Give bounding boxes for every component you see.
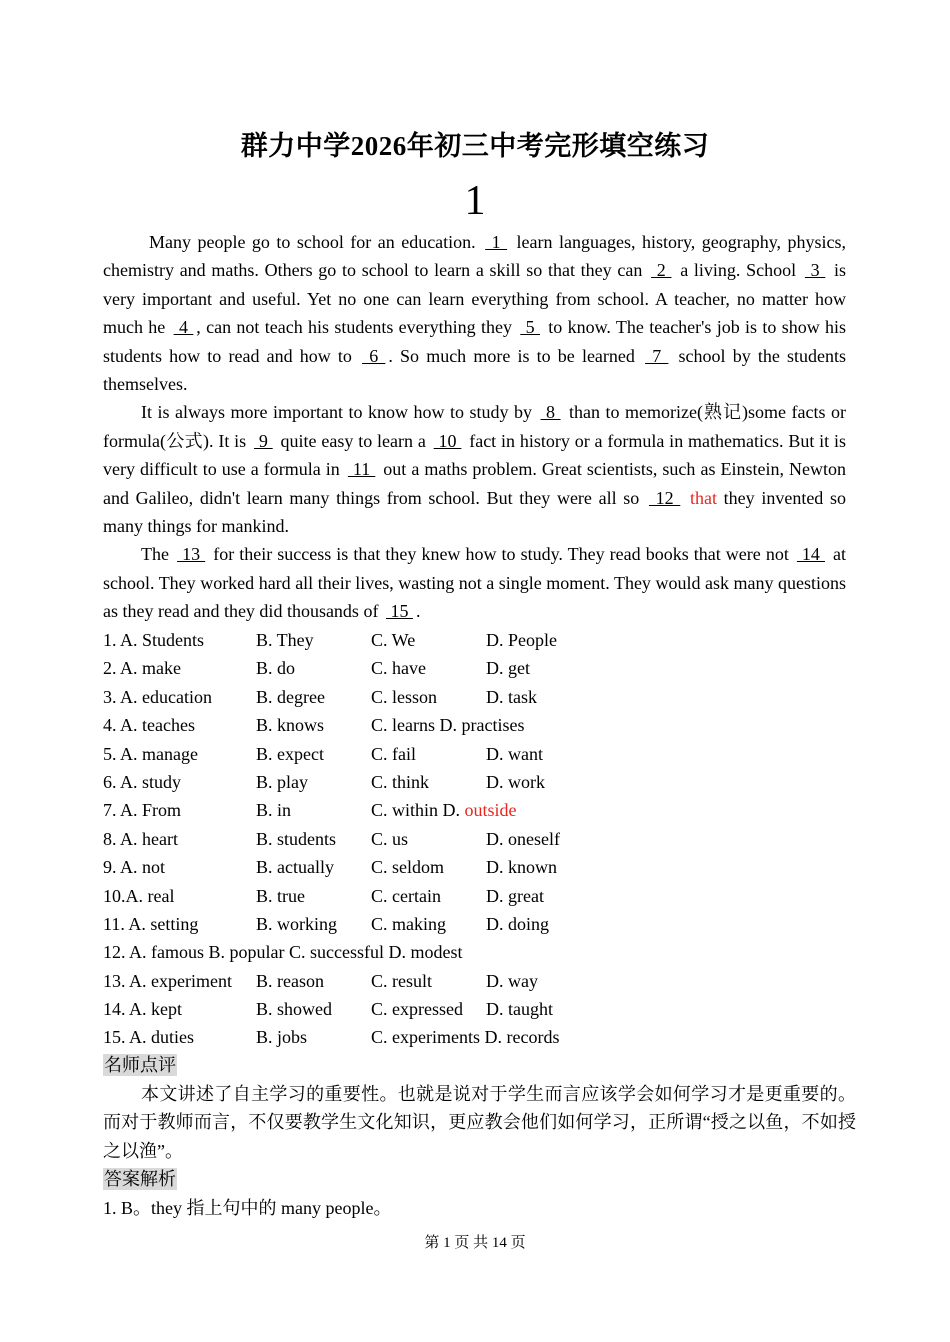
comment-label: 名师点评 — [104, 1055, 176, 1075]
option-choice: C. learns D. practises — [371, 715, 525, 736]
option-choice: D. way — [486, 970, 538, 991]
passage-text: is very important and useful. Yet no one can learn everything from school. A teacher, no matter how much he — [103, 260, 847, 338]
option-choice: D. work — [486, 771, 545, 792]
option-choice: B. jobs — [256, 1027, 308, 1048]
option-choice: D. People — [486, 630, 557, 650]
blank-7: 7 — [645, 345, 669, 366]
blank-3: 3 — [804, 260, 826, 281]
passage-paragraph-2 — [103, 398, 846, 540]
option-choice: C. certain — [371, 885, 441, 906]
passage-text: they invented so many things for mankind. — [103, 487, 846, 537]
passage-text: It is always more important to know how to study by — [141, 402, 538, 423]
blank-2: 2 — [651, 260, 672, 281]
option-choice: 13. A. experiment — [103, 970, 232, 991]
option-choice: B. expect — [256, 743, 324, 764]
blank-12: 12 — [648, 487, 681, 508]
option-row-9 — [103, 853, 846, 881]
option-row-2 — [103, 654, 846, 682]
option-choice: D. doing — [486, 913, 549, 934]
option-choice: B. true — [256, 885, 305, 906]
option-choice: C. lesson — [371, 686, 438, 707]
passage-text: school by the students themselves. — [103, 345, 846, 395]
option-row-11 — [103, 910, 846, 938]
option-row-13 — [103, 967, 846, 995]
option-row-8 — [103, 825, 846, 853]
passage-text: than to memorize(熟记)some facts or formula(公式). It is — [103, 402, 847, 451]
option-choice: 3. A. education — [103, 686, 212, 707]
option-choice: 12. A. famous B. popular C. successful D. modest — [103, 942, 463, 963]
page-footer: 第 1 页 共 14 页 — [424, 1235, 526, 1251]
option-choice: B. reason — [256, 970, 324, 991]
passage-number: 1 — [464, 178, 486, 224]
option-choice: B. working — [256, 913, 337, 934]
option-choice: C. making — [371, 913, 446, 934]
option-choice: D. great — [486, 885, 544, 906]
passage-text: learn languages, history, geography, physics, chemistry and maths. Others go to school to learn a skill so that they can — [103, 232, 847, 281]
passage-text: fact in history or a formula in mathematics. But it is very difficult to use a formula in — [103, 430, 847, 480]
option-choice: D. want — [486, 743, 543, 764]
option-row-5 — [103, 740, 846, 768]
option-choice: 5. A. manage — [103, 743, 198, 764]
passage-text: . — [415, 601, 421, 622]
option-choice: B. actually — [256, 857, 334, 878]
blank-14: 14 — [796, 544, 825, 565]
option-choice: 7. A. From — [103, 800, 182, 821]
option-choice: D. known — [486, 857, 557, 878]
option-choice: B. in — [256, 800, 292, 821]
blank-4: 4 — [173, 317, 194, 338]
option-choice: 6. A. study — [103, 771, 182, 792]
option-choice: 15. A. duties — [103, 1027, 195, 1048]
option-choice: C. think — [371, 771, 430, 792]
option-choice: C. us — [371, 828, 409, 849]
option-choice: C. We — [371, 630, 416, 650]
option-choice: B. play — [256, 771, 308, 792]
option-row-14 — [103, 995, 846, 1023]
option-choice: C. expressed — [371, 999, 463, 1020]
blank-9: 9 — [254, 430, 273, 451]
option-choice: B. students — [256, 828, 337, 849]
option-row-6 — [103, 768, 846, 796]
blank-8: 8 — [540, 402, 561, 423]
passage-text: , can not teach his students everything they — [196, 317, 518, 338]
passage-paragraph-3 — [103, 540, 846, 625]
option-row-7 — [103, 796, 846, 824]
option-choice: B. showed — [256, 999, 332, 1020]
option-choice: D. get — [486, 658, 530, 679]
blank-6: 6 — [362, 345, 386, 366]
comment-text: 本文讲述了自主学习的重要性。也就是说对于学生而言应该学会如何学习才是更重要的。而对于教师而言，不仅要教学生文化知识，更应教会他们如何学习，正所谓“授之以鱼，不如授之以渔”。 — [103, 1084, 856, 1161]
blank-1: 1 — [485, 232, 508, 252]
passage-text: Many people go to school for an education. — [149, 232, 483, 252]
option-row-10 — [103, 882, 846, 910]
passage-text: The — [141, 544, 175, 565]
option-choice: C. result — [371, 970, 432, 991]
option-choice: 11. A. setting — [103, 913, 199, 934]
option-choice: D. task — [486, 686, 537, 707]
option-choice: D. taught — [486, 999, 553, 1020]
option-choice: C. experiments D. records — [371, 1027, 560, 1048]
passage-text: for their success is that they knew how to study. They read books that were not — [208, 544, 794, 565]
passage-text: quite easy to learn a — [275, 430, 431, 451]
passage-text: . So much more is to be learned — [388, 345, 643, 366]
option-row-12 — [103, 938, 846, 966]
passage-paragraph-1 — [103, 228, 846, 398]
option-choice: B. They — [256, 630, 314, 650]
blank-10: 10 — [433, 430, 462, 451]
option-choice: C. within D. outside — [371, 800, 517, 821]
option-row-15 — [103, 1023, 846, 1051]
teacher-comment — [103, 1080, 856, 1165]
page-title: 群力中学2026年初三中考完形填空练习 — [240, 131, 710, 161]
option-row-4 — [103, 711, 846, 739]
highlighted-word: outside — [464, 800, 517, 821]
option-choice: 1. A. Students — [103, 630, 205, 650]
answer-label: 答案解析 — [104, 1169, 176, 1189]
blank-15: 15 — [385, 601, 413, 622]
passage-text: out a maths problem. Great scientists, such as Einstein, Newton and Galileo, didn't learn many things from school. But they were all so — [103, 459, 846, 508]
option-choice: C. seldom — [371, 857, 445, 878]
answer-explanation-1: 1. B。they 指上句中的 many people。 — [103, 1198, 392, 1218]
passage-text: to know. The teacher's job is to show his students how to read and how to — [103, 317, 847, 366]
option-choice: 10.A. real — [103, 885, 175, 906]
option-row-3 — [103, 683, 846, 711]
option-choice: 4. A. teaches — [103, 715, 195, 736]
blank-5: 5 — [520, 317, 540, 338]
option-choice: 9. A. not — [103, 857, 166, 878]
passage-text: at school. They worked hard all their lives, wasting not a single moment. They would ask many questions as they read and they did thousands of — [103, 544, 847, 622]
blank-11: 11 — [347, 459, 376, 480]
option-choice: C. fail — [371, 743, 416, 764]
option-choice: B. do — [256, 658, 296, 679]
passage-text: a living. School — [674, 260, 802, 281]
option-choice: 14. A. kept — [103, 999, 182, 1020]
option-choice: B. knows — [256, 715, 325, 736]
option-choice: 8. A. heart — [103, 828, 178, 849]
option-choice: 2. A. make — [103, 658, 181, 679]
option-row-1 — [103, 626, 846, 654]
highlighted-word: that — [683, 487, 717, 508]
option-choice: B. degree — [256, 686, 325, 707]
options-list — [103, 626, 846, 1052]
option-choice: C. have — [371, 658, 426, 679]
blank-13: 13 — [177, 544, 206, 565]
option-choice: D. oneself — [486, 828, 560, 849]
cloze-passage — [103, 228, 846, 626]
